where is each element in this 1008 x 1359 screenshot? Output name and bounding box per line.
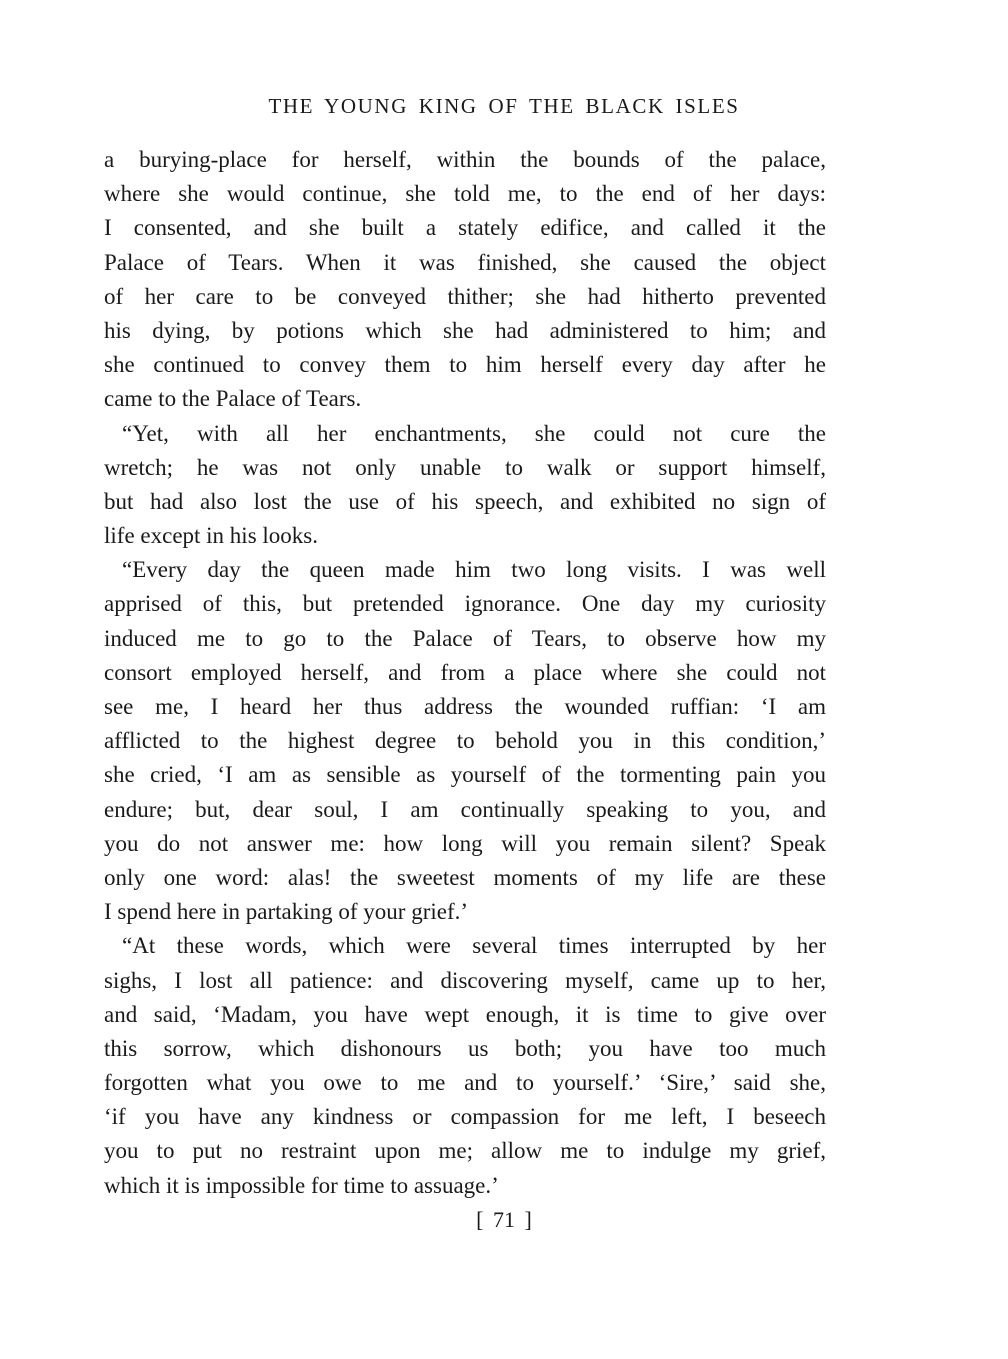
text-line: where she would continue, she told me, to the end of her days: [104, 181, 826, 207]
text-line: I spend here in partaking of your grief.’ [104, 899, 469, 925]
text-line: this sorrow, which dishonours us both; you have too much [104, 1035, 826, 1061]
text-line: came to the Palace of Tears. [104, 386, 362, 412]
paragraph [104, 553, 826, 929]
text-line: of her care to be conveyed thither; she had hitherto prevented [104, 283, 826, 309]
text-line: afflicted to the highest degree to behold you in this condition,’ [104, 728, 826, 754]
text-line: wretch; he was not only unable to walk or support himself, [104, 454, 826, 480]
text-line: apprised of this, but pretended ignorance. One day my curiosity [104, 591, 826, 617]
text-line: she cried, ‘I am as sensible as yourself of the tormenting pain you [104, 762, 826, 788]
text-line: and said, ‘Madam, you have wept enough, it is time to give over [104, 1001, 826, 1027]
text-line: you do not answer me: how long will you remain silent? Speak [104, 830, 826, 856]
paragraph [104, 143, 826, 417]
text-line: ‘if you have any kindness or compassion for me left, I beseech [104, 1104, 826, 1130]
text-line: endure; but, dear soul, I am continually speaking to you, and [104, 796, 826, 822]
text-line: which it is impossible for time to assuage.’ [104, 1172, 499, 1198]
text-line: sighs, I lost all patience: and discovering myself, came up to her, [104, 967, 826, 993]
text-line: “Every day the queen made him two long visits. I was well [122, 557, 826, 583]
text-line: forgotten what you owe to me and to yourself.’ ‘Sire,’ said she, [104, 1070, 826, 1096]
text-line: “At these words, which were several times interrupted by her [122, 933, 826, 959]
body-text [104, 143, 826, 1203]
page-number: [ 71 ] [476, 1207, 532, 1232]
text-line: I consented, and she built a stately edifice, and called it the [104, 215, 826, 241]
paragraph [104, 417, 826, 554]
text-line: Palace of Tears. When it was finished, she caused the object [104, 249, 826, 275]
text-line: his dying, by potions which she had administered to him; and [104, 317, 826, 343]
text-line: consort employed herself, and from a place where she could not [104, 659, 826, 685]
text-line: she continued to convey them to him herself every day after he [104, 352, 826, 378]
text-line: induced me to go to the Palace of Tears, to observe how my [104, 625, 826, 651]
paragraph [104, 929, 826, 1203]
text-line: “Yet, with all her enchantments, she could not cure the [122, 420, 826, 446]
text-line: but had also lost the use of his speech, and exhibited no sign of [104, 488, 826, 514]
text-line: you to put no restraint upon me; allow me to indulge my grief, [104, 1138, 826, 1164]
running-head: THE YOUNG KING OF THE BLACK ISLES [268, 94, 740, 118]
text-line: life except in his looks. [104, 523, 318, 549]
text-line: see me, I heard her thus address the wounded ruffian: ‘I am [104, 694, 826, 719]
text-line: a burying-place for herself, within the bounds of the palace, [104, 147, 826, 172]
text-line: only one word: alas! the sweetest moments of my life are these [104, 864, 826, 890]
